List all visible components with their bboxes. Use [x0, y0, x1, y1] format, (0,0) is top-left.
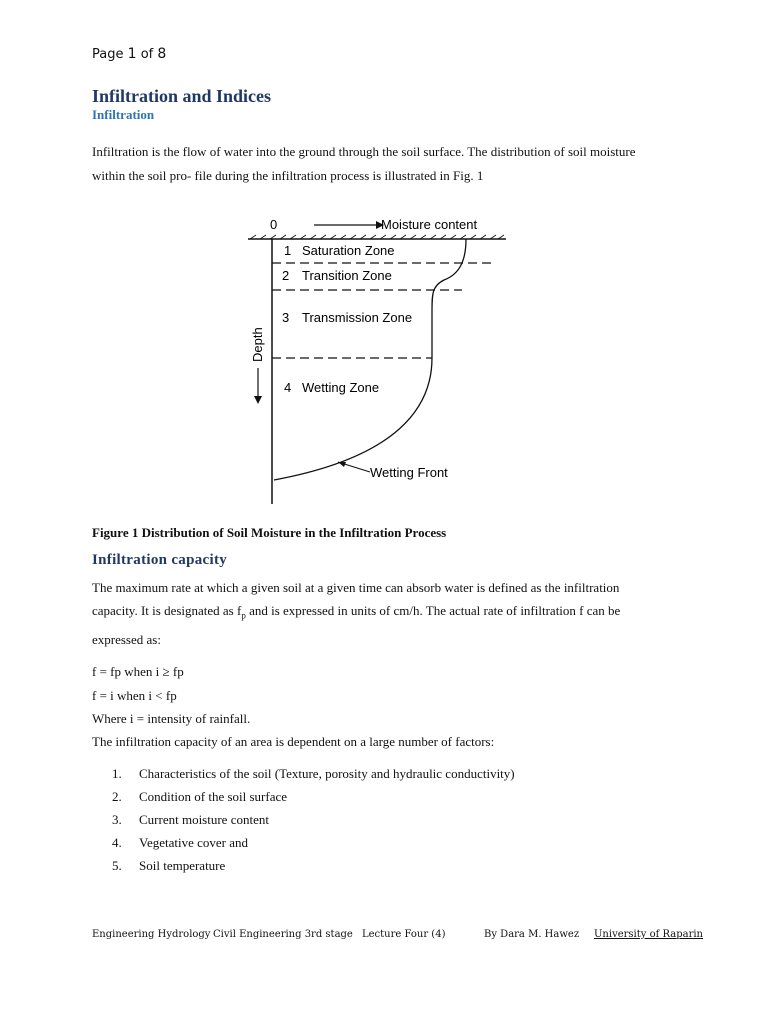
figure-caption: Figure 1 Distribution of Soil Moisture in the Infiltration Process — [92, 525, 447, 540]
zone-3-number: 3 — [282, 310, 290, 325]
zone-3-label: Transmission Zone — [302, 310, 413, 325]
rainfall-definition: Where i = intensity of rainfall. — [92, 711, 251, 726]
depth-arrowhead-icon — [254, 396, 262, 404]
footer-lecture: Lecture Four (4) — [362, 929, 446, 940]
zone-1-number: 1 — [284, 243, 292, 258]
footer-university: University of Raparin — [594, 929, 703, 940]
zone-4-number: 4 — [284, 380, 292, 395]
factors-list — [112, 766, 515, 881]
capacity-heading: Infiltration capacity — [92, 552, 228, 568]
soil-moisture-figure — [238, 212, 508, 508]
factors-intro: The infiltration capacity of an area is dependent on a large number of factors: — [92, 734, 495, 749]
fp-subscript: p — [241, 610, 246, 621]
footer-author: By Dara M. Hawez — [484, 929, 580, 940]
list-item: 4. Vegetative cover and — [112, 835, 249, 850]
list-item: 5. Soil temperature — [112, 858, 226, 873]
zone-1-label: Saturation Zone — [302, 243, 395, 258]
equation-1: f = fp when i ≥ fp — [92, 664, 184, 679]
footer-stage: Civil Engineering 3rd stage — [213, 929, 353, 940]
depth-label: Depth — [250, 327, 265, 362]
moisture-axis-label: Moisture content — [381, 217, 478, 232]
zone-2-label: Transition Zone — [302, 268, 392, 283]
wetting-front-label: Wetting Front — [370, 465, 448, 480]
list-item: 2. Condition of the soil surface — [112, 789, 288, 804]
capacity-paragraph: The maximum rate at which a given soil at a given time can absorb water is defined as the infiltration capacity. It is designated as $f_p$ and is expressed in units of cm/h. The actual rate of infiltration f can be expressed as: — [92, 580, 621, 647]
document-title: Infiltration and Indices — [92, 86, 272, 106]
equation-2: f = i when i < fp — [92, 688, 177, 703]
footer-course: Engineering Hydrology — [92, 929, 211, 940]
figure-origin-label: 0 — [270, 217, 278, 232]
list-item: 3. Current moisture content — [112, 812, 269, 827]
zone-4-label: Wetting Zone — [302, 380, 380, 395]
intro-paragraph: Infiltration is the flow of water into the ground through the soil surface. The distribution of soil moisture within the soil pro- file during the infiltration process is illustrated in Fig. 1 — [92, 144, 636, 183]
section-subtitle: Infiltration — [92, 107, 155, 122]
page-number: Page 1 of 8 — [92, 46, 167, 62]
zone-2-number: 2 — [282, 268, 290, 283]
list-item: 1. Characteristics of the soil (Texture, porosity and hydraulic conductivity) — [112, 766, 515, 781]
wetting-front-arrowhead-icon — [338, 462, 346, 467]
